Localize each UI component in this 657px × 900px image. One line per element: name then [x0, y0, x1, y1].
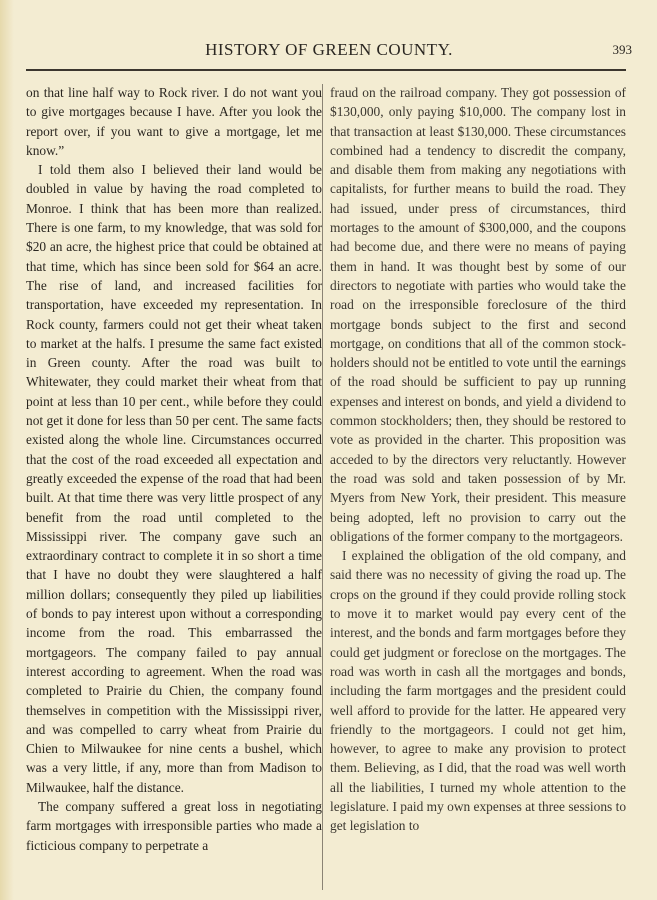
page-binding-shadow	[0, 0, 14, 900]
right-column	[330, 83, 626, 836]
paragraph: fraud on the railroad company. They got possession of $130,000, only paying $10,000. The company lost in that transaction at least $130,000. These circumstances combined had a tendency to discredit the company, and disable them from making any negotiations with capitalists, for further means to build the road. They had issued, under press of circumstances, third mortages to the amount of $300,000, and the coupons had become due, and there were no means of paying them in hand. It was thought best by some of our directors to negotiate with parties who would take the road on the irresponsible foreclosure of the third mortgage bonds subject to the first and second mortgage, on conditions that all of the common stock-holders should not be entitled to vote until the earnings of the road should be sufficient to pay up running expenses and interest on bonds, and yield a dividend to common stockholders; then, they should be restored to vote as provided in the charter. This proposition was acceded to by the directors very reluctantly. However the road was sold and taken possession of by Mr. Myers from New York, their president. This measure being adopted, left no provision to carry out the obligations of the former company to the mortgageors.	[330, 85, 626, 544]
paragraph: on that line half way to Rock river. I do not want you to give mortgages because I have. After you look the report over, if you want to give a mortgage, let me know.”	[26, 85, 322, 158]
paragraph: I explained the obligation of the old company, and said there was no necessity of giving the road up. The crops on the ground if they could provide rolling stock to move it to market would pay every cent of the interest, and the bonds and farm mortgages before they could get judgment or foreclose on the mortgages. The road was worth in cash all the mortgages and bonds, including the farm mortgages and the president could well afford to provide for the latter. He appeared very friendly to the mortgageors. I could not get him, however, to agree to make any provision to protect them. Believing, as I did, that the road was well worth all the liabilities, I turned my whole attention to the legislature. I paid my own expenses at three sessions to get legislation to	[330, 548, 627, 834]
paragraph: The company suffered a great loss in negotiating farm mortgages with irresponsible parties who made a ficticious company to perpetrate a	[26, 798, 322, 853]
header-rule	[26, 69, 626, 71]
page-header	[26, 40, 632, 62]
paragraph: I told them also I believed their land would be doubled in value by having the road completed to Monroe. I think that has been more than realized. There is one farm, to my knowledge, that was sold for $20 an acre, the highest price that could be obtained at that time, which has since been sold for $64 an acre. The rise of land, and increased facilities for transportation, have exceeded my representation. In Rock county, farmers could not get their wheat taken to market at the halfs. I presume the same fact existed in Green county. After the road was built to Whitewater, they could market their wheat from that point at less than 10 per cent., while before they could not get it done for less than 50 per cent. The same facts existed along the whole line. Circumstances occurred that the cost of the road exceeded all expectation and greatly exceeded the expense of the road that had been built. At that time there was very little prospect of any benefit from the road until completed to the Mississippi river. The company gave such an extraordinary contract to complete it in so short a time that I have no doubt they were slaughtered a half million dollars; consequently they piled up liabilities of bonds to pay interest upon without a corresponding income from the road. This embarrassed the mortgageors. The company failed to pay annual interest according to agreement. When the road was completed to Prairie du Chien, the company found themselves in competition with the Mississippi river, and was compelled to carry wheat from Prairie du Chien to Milwaukee for nine cents a bushel, which was a very little, if any, more than from Madison to Milwaukee, half the distance.	[26, 162, 322, 795]
running-title: HISTORY OF GREEN COUNTY.	[205, 40, 453, 59]
page-number: 393	[612, 42, 632, 57]
left-column	[26, 83, 322, 855]
column-divider	[322, 84, 323, 890]
